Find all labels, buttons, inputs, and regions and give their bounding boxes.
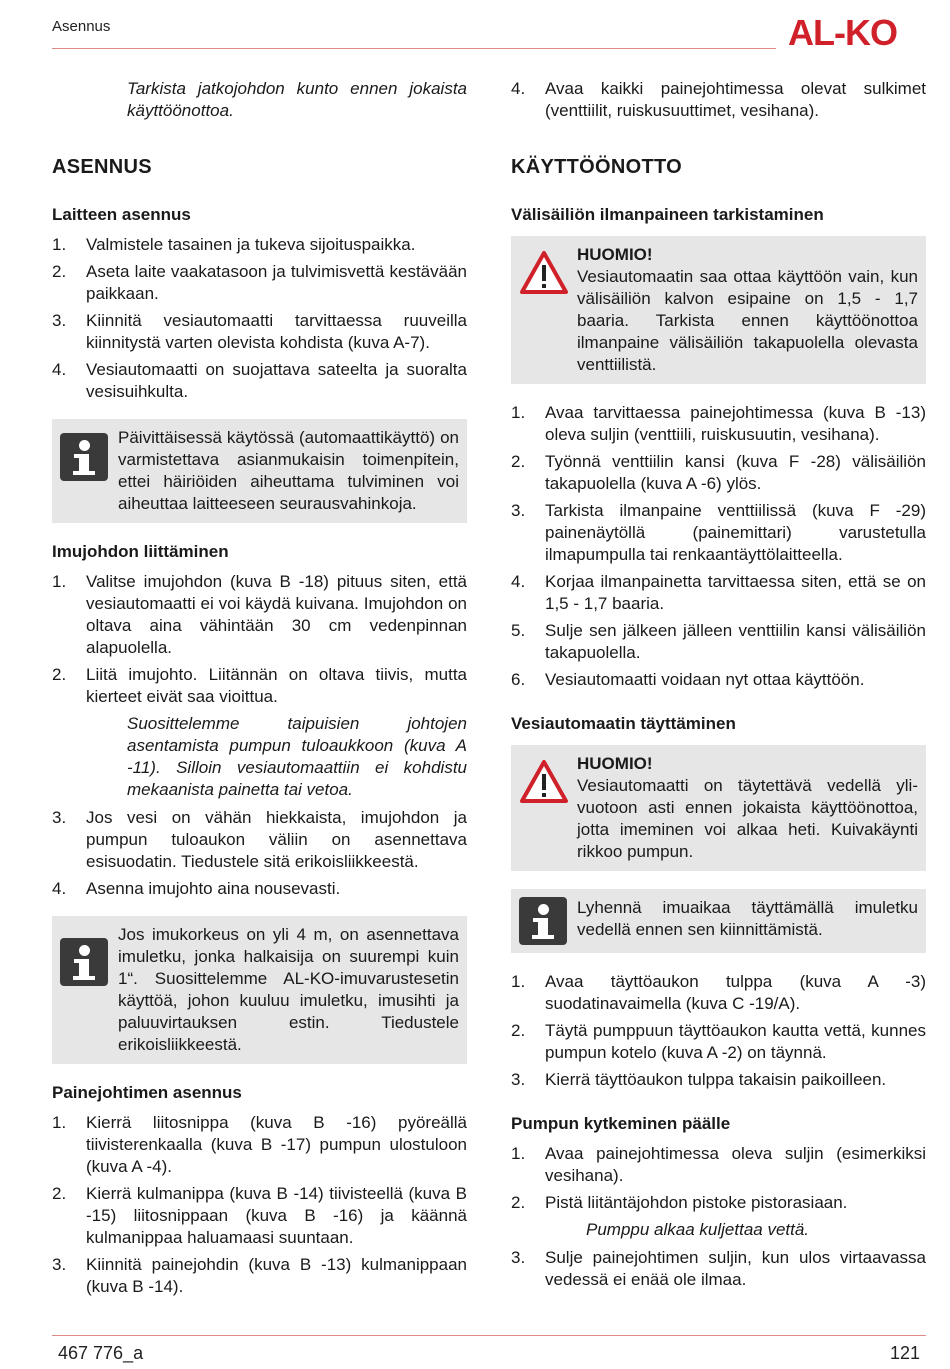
list-number: 1. bbox=[52, 235, 67, 254]
list-text: Kiinnitä painejohdin (kuva B -13) kulmanippaan (kuva B -14). bbox=[86, 1255, 467, 1296]
list-number: 3. bbox=[52, 311, 67, 330]
list-item bbox=[511, 500, 926, 566]
list-number: 1. bbox=[511, 1144, 526, 1163]
list-number: 2. bbox=[511, 1021, 526, 1040]
warning-icon bbox=[519, 759, 569, 805]
list-text: Avaa täyttöaukon tulppa (kuva A -3) suodatinavaimella (kuva C -19/A). bbox=[545, 972, 926, 1013]
list-imujohdon-2 bbox=[52, 807, 467, 900]
list-number: 3. bbox=[511, 1070, 526, 1089]
warning-title-1: HUOMIO! bbox=[577, 245, 653, 264]
list-text: Tarkista ilmanpaine venttiilissä (kuva F -29) painenäytöllä (painemittari) varustetulla ilmapumpulla tai renkaantäyttölaitteella. bbox=[545, 501, 926, 564]
info-text-2: Jos imukorkeus on yli 4 m, on asennettava imuletku, jonka halkaisija on suurempi kuin 1“. Suosittelemme AL-KO-imuvarustesetin käyttöä, johon kuuluu imuletku, imusihti ja paluuvirtauksen estin. Tiedustele erikoisliikkeestä. bbox=[118, 925, 459, 1054]
list-item bbox=[52, 571, 467, 659]
warning-text-2: Vesiautomaatti on täytettävä vedellä yli-vuotoon asti ennen jokaista käyttöönottoa, jotta imeminen voi alkaa heti. Kuivakäynti rikkoo pumpun. bbox=[577, 776, 918, 861]
list-text: Aseta laite vaakatasoon ja tulvimisvettä kestävään paikkaan. bbox=[86, 262, 467, 303]
list-text: Vesiautomaatti voidaan nyt ottaa käyttöön. bbox=[545, 670, 865, 689]
list-imujohdon-1 bbox=[52, 571, 467, 708]
list-item bbox=[52, 310, 467, 354]
list-number: 3. bbox=[52, 808, 67, 827]
section-title-asennus: ASENNUS bbox=[52, 156, 152, 178]
list-item bbox=[52, 664, 467, 708]
info-box-1 bbox=[52, 419, 467, 523]
list-item bbox=[511, 78, 926, 122]
list-kytkeminen-2 bbox=[511, 1247, 926, 1291]
left-column bbox=[52, 78, 467, 1306]
heading-laitteen-asennus: Laitteen asennus bbox=[52, 205, 191, 224]
heading-kytkeminen: Pumpun kytkeminen päälle bbox=[511, 1114, 731, 1133]
right-column bbox=[511, 78, 926, 1299]
list-text: Vesiautomaatti on suojattava sateelta ja suoralta vesisuihkulta. bbox=[86, 360, 467, 401]
list-item bbox=[52, 807, 467, 873]
list-number: 3. bbox=[511, 501, 526, 520]
list-number: 5. bbox=[511, 621, 526, 640]
list-number: 2. bbox=[52, 262, 67, 281]
heading-imujohdon: Imujohdon liittäminen bbox=[52, 542, 229, 561]
list-item bbox=[52, 1112, 467, 1178]
list-item bbox=[511, 669, 926, 691]
list-text: Avaa tarvittaessa painejohtimessa (kuva B -13) oleva suljin (venttiili, ruiskusuutin, vesihana). bbox=[545, 403, 926, 444]
list-item bbox=[511, 1069, 926, 1091]
list-text: Kierrä liitosnippa (kuva B -16) pyöreällä tiivisterenkaalla (kuva B -17) pumpun ulostuloon (kuva A -4). bbox=[86, 1113, 467, 1176]
list-number: 2. bbox=[52, 665, 67, 684]
list-number: 6. bbox=[511, 670, 526, 689]
list-item bbox=[511, 1247, 926, 1291]
warning-box-1 bbox=[511, 236, 926, 384]
header-title: Asennus bbox=[52, 18, 111, 35]
info-icon bbox=[519, 897, 567, 945]
footer-doc-number: 467 776_a bbox=[58, 1343, 144, 1363]
list-text: Sulje sen jälkeen jälleen venttiilin kansi välisäiliön takapuolella. bbox=[545, 621, 926, 662]
alko-logo bbox=[788, 14, 928, 50]
list-item bbox=[511, 971, 926, 1015]
list-number: 2. bbox=[511, 452, 526, 471]
section-title-kayttoonotto: KÄYTTÖÖNOTTO bbox=[511, 156, 683, 178]
list-number: 1. bbox=[52, 572, 67, 591]
warning-title-2: HUOMIO! bbox=[577, 754, 653, 773]
list-item bbox=[52, 261, 467, 305]
list-text: Asenna imujohto aina nousevasti. bbox=[86, 879, 341, 898]
info-text-1: Päivittäisessä käytössä (automaattikäyttö) on varmistettava asianmukaisin toimenpitein, ettei häiriöiden aiheuttama tulviminen voi aiheuttaa laitteeseen seurausvahinkoja. bbox=[118, 428, 459, 513]
info-text-3: Lyhennä imuaikaa täyttämällä imuletku vedellä ennen sen kiinnittämistä. bbox=[577, 898, 918, 939]
imujohdon-note: Suosittelemme taipuisien johtojen asentamista pumpun tuloaukkoon (kuva A -11). Silloin vesiautomaattiin ei kohdistu mekaanista painetta tai vetoa. bbox=[127, 714, 467, 799]
list-laitteen-asennus bbox=[52, 234, 467, 403]
heading-painejohtimen: Painejohtimen asennus bbox=[52, 1083, 242, 1102]
list-item bbox=[511, 402, 926, 446]
list-painejohtimen bbox=[52, 1112, 467, 1298]
list-item bbox=[511, 1020, 926, 1064]
list-text: Työnnä venttiilin kansi (kuva F -28) välisäiliön takapuolella (kuva A -6) ylös. bbox=[545, 452, 926, 493]
list-number: 4. bbox=[52, 879, 67, 898]
list-continued bbox=[511, 78, 926, 122]
kytkeminen-note: Pumppu alkaa kuljettaa vettä. bbox=[586, 1220, 810, 1239]
list-number: 1. bbox=[511, 403, 526, 422]
list-number: 1. bbox=[52, 1113, 67, 1132]
list-number: 1. bbox=[511, 972, 526, 991]
list-number: 4. bbox=[511, 79, 526, 98]
list-valisailio bbox=[511, 402, 926, 691]
list-text: Avaa painejohtimessa oleva suljin (esimerkiksi vesihana). bbox=[545, 1144, 926, 1185]
list-number: 4. bbox=[52, 360, 67, 379]
info-icon bbox=[60, 938, 108, 986]
footer-rule bbox=[52, 1335, 926, 1336]
list-number: 3. bbox=[511, 1248, 526, 1267]
list-number: 3. bbox=[52, 1255, 67, 1274]
list-text: Valitse imujohdon (kuva B -18) pituus siten, että vesiautomaatti ei voi käydä kuivana. Imujohdon on oltava aina vähintään 30 cm vedenpinnan alapuolella. bbox=[86, 572, 467, 657]
footer-page-number: 121 bbox=[889, 1343, 920, 1363]
list-text: Liitä imujohto. Liitännän on oltava tiivis, mutta kierteet eivät saa vioittua. bbox=[86, 665, 467, 706]
list-item bbox=[511, 571, 926, 615]
warning-box-2 bbox=[511, 745, 926, 871]
info-box-2 bbox=[52, 916, 467, 1064]
info-icon bbox=[60, 433, 108, 481]
warning-icon bbox=[519, 250, 569, 296]
list-item bbox=[511, 1143, 926, 1187]
warning-text-1: Vesiautomaatin saa ottaa käyttöön vain, kun välisäiliön kalvon esipaine on 1,5 - 1,7 baaria. Tarkista ennen käyttöönottoa ilmanpaine välisäiliön takapuolella olevasta venttiilistä. bbox=[577, 267, 918, 374]
list-tayttaminen bbox=[511, 971, 926, 1091]
heading-tayttaminen: Vesiautomaatin täyttäminen bbox=[511, 714, 736, 733]
list-item bbox=[52, 1254, 467, 1298]
list-text: Täytä pumppuun täyttöaukon kautta vettä, kunnes pumpun kotelo (kuva A -2) on täynnä. bbox=[545, 1021, 926, 1062]
list-number: 2. bbox=[511, 1193, 526, 1212]
info-box-3 bbox=[511, 889, 926, 953]
list-text: Kierrä kulmanippa (kuva B -14) tiivisteellä (kuva B -15) liitosnippaan (kuva B -16) ja käännä kulmanippaa haluamaasi suuntaan. bbox=[86, 1184, 467, 1247]
list-text: Jos vesi on vähän hiekkaista, imujohdon ja pumpun tuloaukon väliin on asennettava esisuodatin. Tiedustele sitä erikoisliikkeestä. bbox=[86, 808, 467, 871]
list-text: Kiinnitä vesiautomaatti tarvittaessa ruuveilla kiinnitystä varten olevista kohdista (kuva A-7). bbox=[86, 311, 467, 352]
list-item bbox=[511, 1192, 926, 1214]
intro-note: Tarkista jatkojohdon kunto ennen jokaista käyttöönottoa. bbox=[127, 79, 467, 120]
list-text: Korjaa ilmanpainetta tarvittaessa siten, että se on 1,5 - 1,7 baaria. bbox=[545, 572, 926, 613]
list-item bbox=[511, 620, 926, 664]
list-item bbox=[52, 1183, 467, 1249]
list-item bbox=[52, 878, 467, 900]
list-text: Avaa kaikki painejohtimessa olevat sulkimet (venttiilit, ruiskusuuttimet, vesihana). bbox=[545, 79, 926, 120]
list-number: 4. bbox=[511, 572, 526, 591]
list-text: Kierrä täyttöaukon tulppa takaisin paikoilleen. bbox=[545, 1070, 887, 1089]
list-item bbox=[52, 234, 467, 256]
list-item bbox=[52, 359, 467, 403]
list-kytkeminen-1 bbox=[511, 1143, 926, 1214]
list-item bbox=[511, 451, 926, 495]
list-text: Sulje painejohtimen suljin, kun ulos virtaavassa vedessä ei enää ole ilmaa. bbox=[545, 1248, 926, 1289]
logo-text: AL-KO bbox=[788, 14, 897, 50]
list-number: 2. bbox=[52, 1184, 67, 1203]
list-text: Valmistele tasainen ja tukeva sijoituspaikka. bbox=[86, 235, 416, 254]
heading-valisailio: Välisäiliön ilmanpaineen tarkistaminen bbox=[511, 205, 824, 224]
list-text: Pistä liitäntäjohdon pistoke pistorasiaan. bbox=[545, 1193, 848, 1212]
header-rule bbox=[52, 48, 776, 49]
